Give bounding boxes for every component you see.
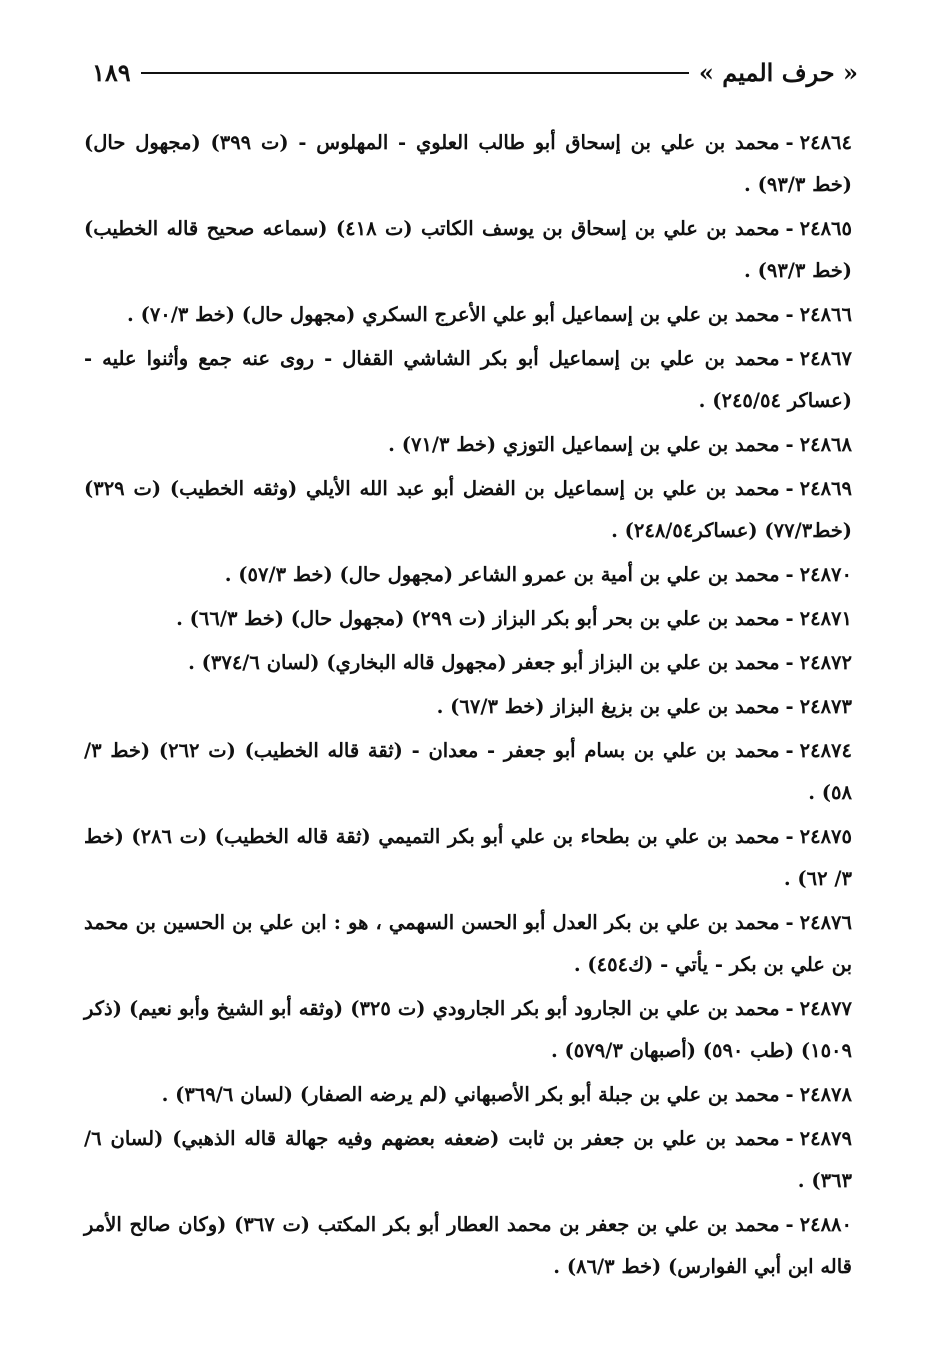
entry-dash: - xyxy=(785,911,794,934)
entry xyxy=(84,730,852,814)
entry-number: ٢٤٨٧٧ xyxy=(799,997,852,1020)
entry-dash: - xyxy=(785,217,794,240)
entry-dash: - xyxy=(785,739,794,762)
entry-number: ٢٤٨٧٠ xyxy=(799,563,852,586)
entry-dash: - xyxy=(785,433,794,456)
header-rule xyxy=(141,72,689,74)
entry-dash: - xyxy=(785,997,794,1020)
page-number: ١٨٩ xyxy=(92,57,131,87)
entry xyxy=(84,686,852,728)
entry xyxy=(84,1118,852,1202)
page-header xyxy=(92,52,858,92)
entry-dash: - xyxy=(785,563,794,586)
entry xyxy=(84,598,852,640)
entry-number: ٢٤٨٦٤ xyxy=(799,131,852,154)
entry xyxy=(84,988,852,1072)
entry xyxy=(84,1204,852,1288)
entry-number: ٢٤٨٧٥ xyxy=(799,825,852,848)
entry xyxy=(84,468,852,552)
chapter-title: « حرف الميم » xyxy=(698,57,858,87)
entry-text: محمد بن علي بن البزاز أبو جعفر (مجهول قاله البخاري) (لسان ٣٧٤/٦) . xyxy=(188,651,780,674)
entry xyxy=(84,1074,852,1116)
entry-number: ٢٤٨٦٦ xyxy=(799,303,852,326)
entry-text: محمد بن علي بن إسماعيل بن الفضل أبو عبد الله الأيلي (وثقه الخطيب) (ت ٣٢٩) (خط٧٧/٣) (عساكر٢٤٨/٥٤) . xyxy=(84,477,852,542)
entry-dash: - xyxy=(785,1127,794,1150)
entry-text: محمد بن علي بن جعفر بن ثابت (ضعفه بعضهم وفيه جهالة قاله الذهبي) (لسان ٦/ ٣٦٣) . xyxy=(84,1127,852,1192)
entry xyxy=(84,642,852,684)
entry-number: ٢٤٨٧١ xyxy=(799,607,852,630)
entry-dash: - xyxy=(785,695,794,718)
entry-number: ٢٤٨٦٩ xyxy=(799,477,852,500)
entry-number: ٢٤٨٧٨ xyxy=(799,1083,852,1106)
entry-number: ٢٤٨٧٢ xyxy=(799,651,852,674)
entry-number: ٢٤٨٧٦ xyxy=(799,911,852,934)
entry-text: محمد بن علي بن إسحاق بن يوسف الكاتب (ت ٤١٨) (سماعه صحيح قاله الخطيب) (خط ٩٣/٣) . xyxy=(84,217,852,282)
entry xyxy=(84,208,852,292)
entry-text: محمد بن علي بن جعفر بن محمد العطار أبو بكر المكتب (ت ٣٦٧) (وكان صالح الأمر قاله ابن أبي الفوارس) (خط ٨٦/٣) . xyxy=(84,1213,852,1278)
entry xyxy=(84,902,852,986)
entry xyxy=(84,338,852,422)
entry-number: ٢٤٨٨٠ xyxy=(799,1213,852,1236)
entry-number: ٢٤٨٧٣ xyxy=(799,695,852,718)
entry-number: ٢٤٨٦٥ xyxy=(799,217,853,240)
entry-text: محمد بن علي بن إسحاق أبو طالب العلوي - المهلوس - (ت ٣٩٩) (مجهول حال) (خط ٩٣/٣) . xyxy=(84,131,852,196)
entry-dash: - xyxy=(785,303,794,326)
entry-text: محمد بن علي بن إسماعيل التوزي (خط ٧١/٣) . xyxy=(388,433,780,456)
entry-dash: - xyxy=(785,477,794,500)
entry-dash: - xyxy=(785,651,794,674)
entry-dash: - xyxy=(785,1083,794,1106)
entry-dash: - xyxy=(785,825,794,848)
entry-dash: - xyxy=(785,607,794,630)
entry-number: ٢٤٨٦٨ xyxy=(799,433,852,456)
entry-number: ٢٤٨٧٤ xyxy=(799,739,852,762)
entry xyxy=(84,424,852,466)
entry-text: محمد بن علي بن بسام أبو جعفر - معدان - (ثقة قاله الخطيب) (ت ٢٦٢) (خط ٣/ ٥٨) . xyxy=(84,739,852,804)
entry-text: محمد بن علي بن بحر أبو بكر البزاز (ت ٢٩٩) (مجهول حال) (خط ٦٦/٣) . xyxy=(176,607,780,630)
entry xyxy=(84,816,852,900)
entry-number: ٢٤٨٦٧ xyxy=(799,347,852,370)
entry-text: محمد بن علي بن إسماعيل أبو بكر الشاشي القفال - روى عنه جمع وأثنوا عليه - (عساكر ٢٤٥/٥٤) . xyxy=(84,347,852,412)
entries-list xyxy=(84,122,852,1290)
entry-text: محمد بن علي بن بطحاء بن علي أبو بكر التميمي (ثقة قاله الخطيب) (ت ٢٨٦) (خط ٣/ ٦٢) . xyxy=(84,825,852,890)
entry xyxy=(84,122,852,206)
entry-text: محمد بن علي بن أمية بن عمرو الشاعر (مجهول حال) (خط ٥٧/٣) . xyxy=(224,563,780,586)
entry-text: محمد بن علي بن الجارود أبو بكر الجارودي (ت ٣٢٥) (وثقه أبو الشيخ وأبو نعيم) (ذكر ١٥٠٩) (طب ٥٩٠) (أصبهان ٥٧٩/٣) . xyxy=(84,997,852,1062)
entry-text: محمد بن علي بن جبلة أبو بكر الأصبهاني (لم يرضه الصفار) (لسان ٣٦٩/٦) . xyxy=(161,1083,780,1106)
entry xyxy=(84,554,852,596)
entry xyxy=(84,294,852,336)
entry-number: ٢٤٨٧٩ xyxy=(799,1127,852,1150)
entry-text: محمد بن علي بن إسماعيل أبو علي الأعرج السكري (مجهول حال) (خط ٧٠/٣) . xyxy=(127,303,780,326)
entry-dash: - xyxy=(785,131,794,154)
entry-text: محمد بن علي بن بزيغ البزاز (خط ٦٧/٣) . xyxy=(436,695,780,718)
entry-dash: - xyxy=(785,347,794,370)
entry-dash: - xyxy=(785,1213,794,1236)
entry-text: محمد بن علي بن بكر العدل أبو الحسن السهمي ، هو : ابن علي بن الحسين بن محمد بن علي بن بكر - يأتي - (ك٤٥٤) . xyxy=(84,911,852,976)
